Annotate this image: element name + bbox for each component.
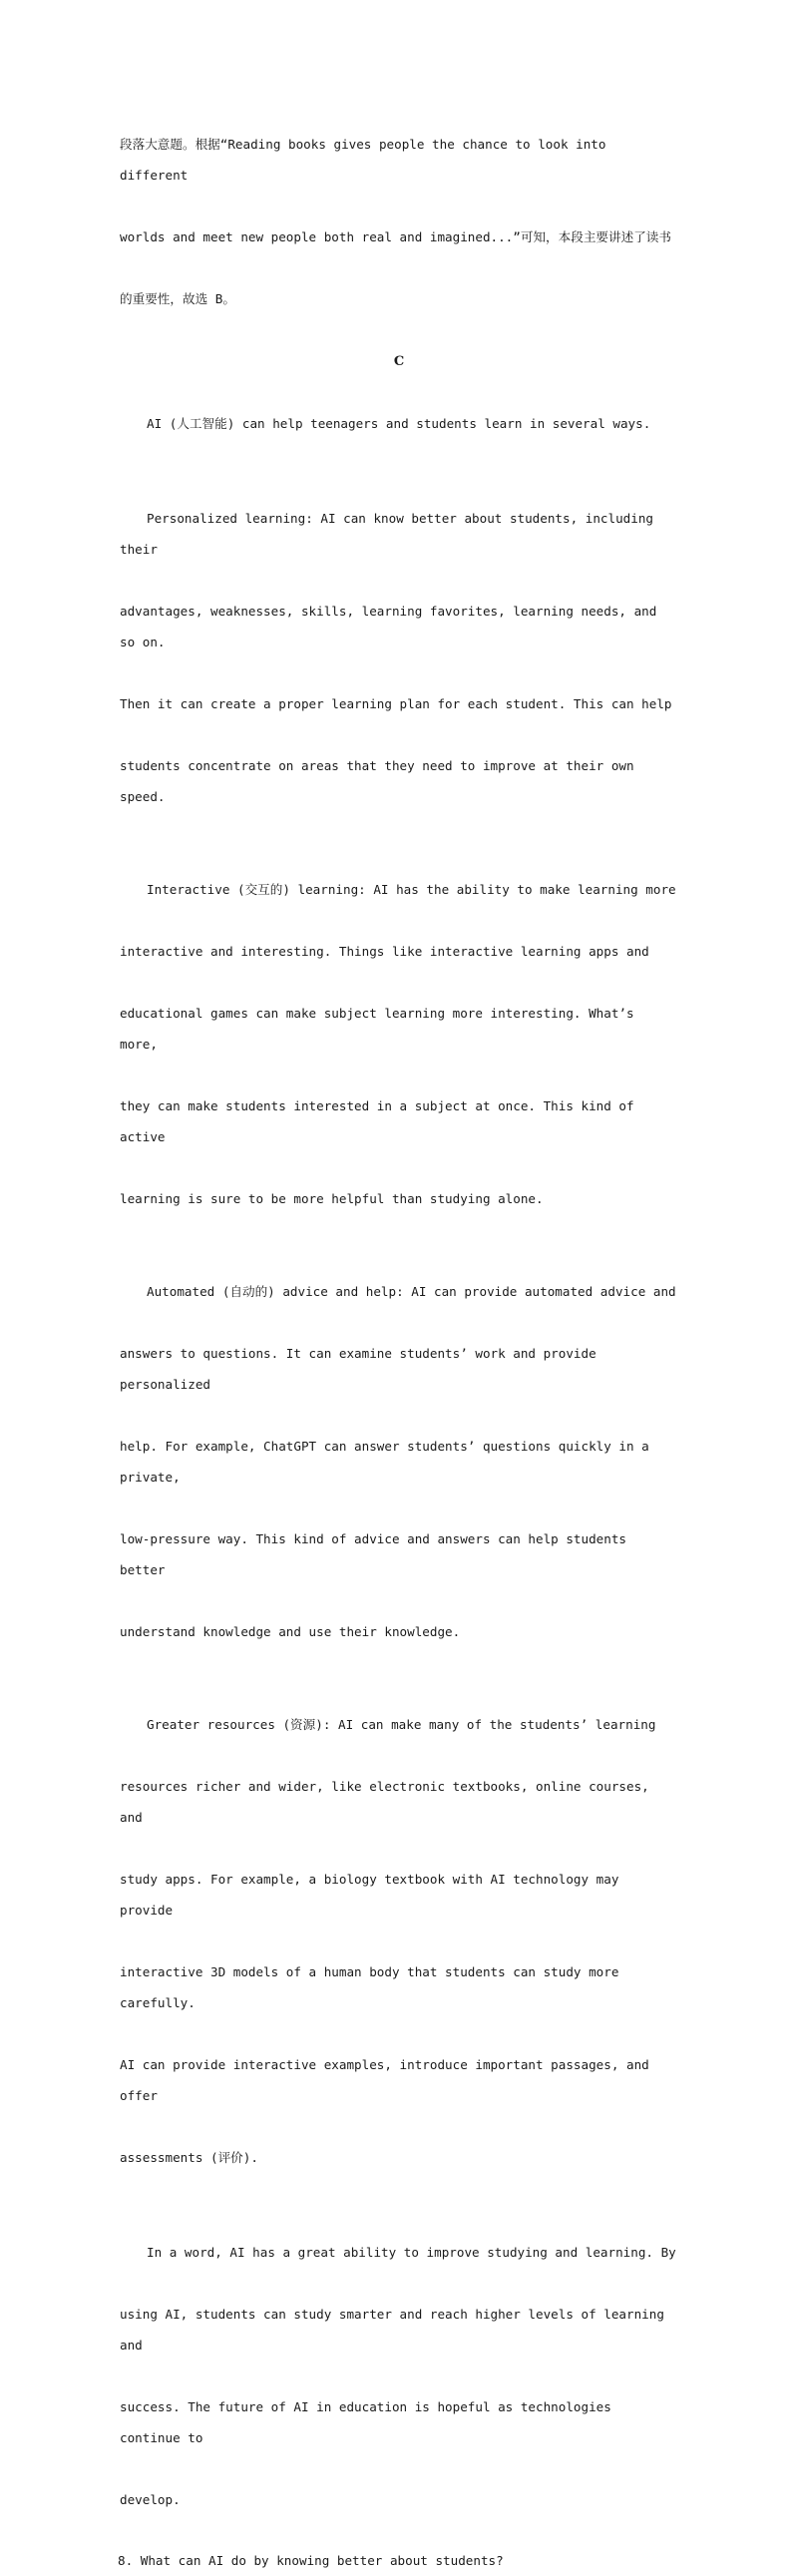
text-line: Interactive (交互的) learning: AI has the ability to make learning more [147, 882, 676, 897]
text-line: Then it can create a proper learning plan for each student. This can help [120, 696, 672, 711]
passage-paragraph-personalized [120, 472, 678, 843]
text-line: study apps. For example, a biology textbook with AI technology may provide [120, 1872, 619, 1918]
text-line: Greater resources (资源): AI can make many of the students’ learning [147, 1717, 656, 1732]
text-line: 段落大意题。根据“Reading books gives people the chance to look into different [120, 137, 606, 183]
passage-paragraph-intro [120, 377, 678, 470]
question-8: 8. What can AI do by knowing better about students? [118, 2553, 504, 2568]
text-line: success. The future of AI in education is hopeful as technologies continue to [120, 2399, 611, 2445]
text-line: understand knowledge and use their knowledge. [120, 1624, 461, 1639]
section-heading: C [393, 354, 405, 369]
text-line: Personalized learning: AI can know better about students, including their [120, 511, 653, 557]
text-line: 的重要性，故选 B。 [120, 291, 235, 306]
text-line: advantages, weaknesses, skills, learning favorites, learning needs, and so on. [120, 604, 657, 649]
text-line: help. For example, ChatGPT can answer students’ questions quickly in a private, [120, 1439, 649, 1485]
text-line: using AI, students can study smarter and reach higher levels of learning and [120, 2307, 664, 2353]
text-line: interactive 3D models of a human body that students can study more carefully. [120, 1964, 619, 2010]
passage-paragraph-automated [120, 1245, 678, 1678]
text-line: answers to questions. It can examine students’ work and provide personalized [120, 1346, 596, 1392]
text-line: In a word, AI has a great ability to improve studying and learning. By [147, 2245, 676, 2260]
text-line: students concentrate on areas that they need to improve at their own speed. [120, 758, 634, 804]
text-line: develop. [120, 2492, 181, 2507]
text-line: they can make students interested in a subject at once. This kind of active [120, 1098, 634, 1144]
text-line: educational games can make subject learning more interesting. What’s more, [120, 1006, 634, 1052]
text-line: AI can provide interactive examples, introduce important passages, and offer [120, 2057, 649, 2103]
text-line: AI (人工智能) can help teenagers and students learn in several ways. [147, 416, 651, 431]
answer-explanation [120, 98, 678, 345]
text-line: learning is sure to be more helpful than studying alone. [120, 1191, 544, 1206]
passage-paragraph-resources [120, 1678, 678, 2204]
page-content [120, 98, 678, 2576]
text-line: interactive and interesting. Things like interactive learning apps and [120, 944, 649, 959]
passage-paragraph-interactive [120, 843, 678, 1245]
passage-paragraph-conclusion [120, 2206, 678, 2546]
text-line: low-pressure way. This kind of advice and answers can help students better [120, 1531, 626, 1577]
text-line: resources richer and wider, like electronic textbooks, online courses, and [120, 1779, 649, 1825]
text-line: worlds and meet new people both real and imagined...”可知，本段主要讲述了读书 [120, 229, 671, 244]
text-line: assessments (评价). [120, 2150, 258, 2165]
text-line: Automated (自动的) advice and help: AI can provide automated advice and [147, 1284, 676, 1299]
